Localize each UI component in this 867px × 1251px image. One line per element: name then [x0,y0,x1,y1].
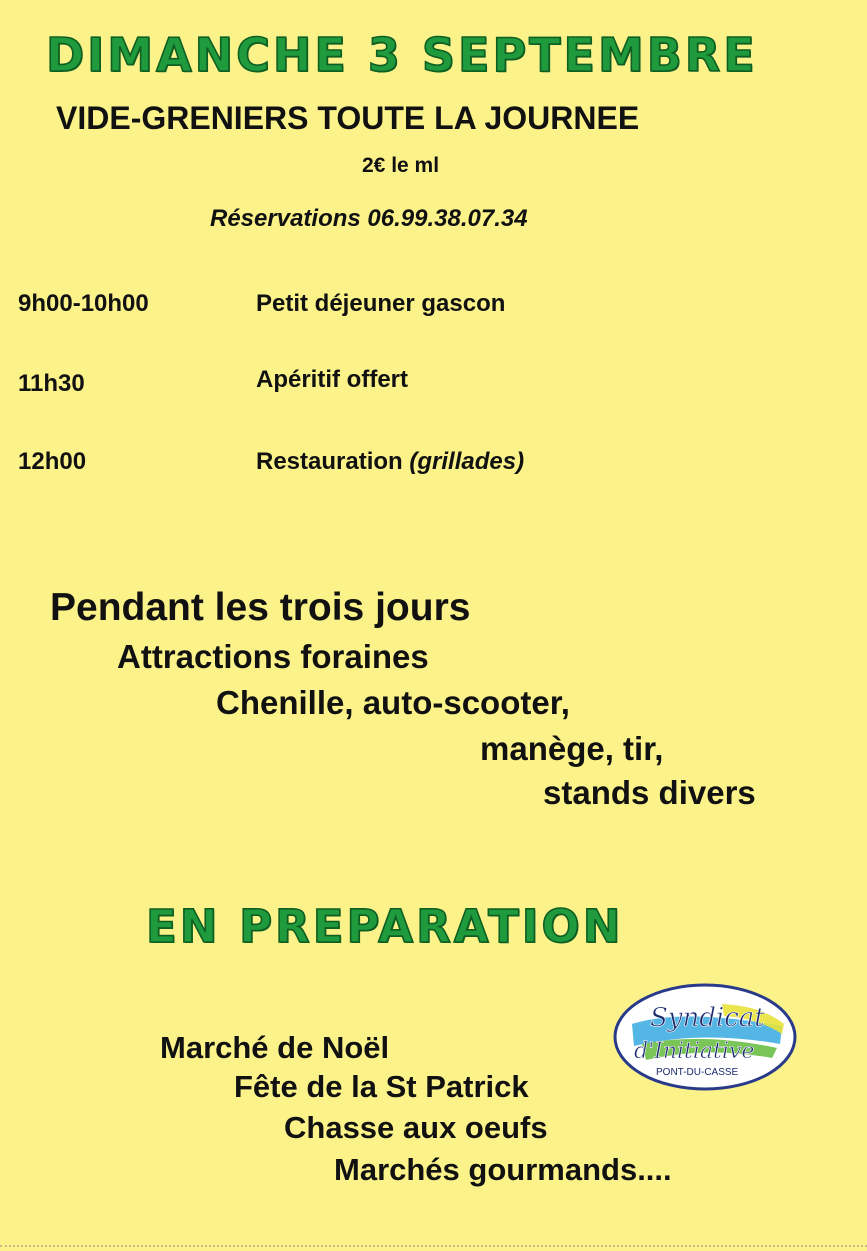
page-bottom-border [0,1245,867,1247]
logo-graphic [612,982,798,1092]
preparation-item-2: Fête de la St Patrick [234,1069,529,1104]
preparation-item-4: Marchés gourmands.... [334,1152,672,1187]
three-days-line-1: Attractions foraines [117,638,429,675]
preparation-item-1: Marché de Noël [160,1030,390,1065]
price-text: 2€ le ml [362,154,440,177]
three-days-line-2: Chenille, auto-scooter, [216,684,570,721]
preparation-title: EN PREPARATION [146,900,624,953]
schedule-time-1: 9h00-10h00 [18,290,149,317]
three-days-line-3: manège, tir, [480,730,664,767]
preparation-item-3: Chasse aux oeufs [284,1110,548,1145]
three-days-line-4: stands divers [543,774,756,811]
schedule-activity-3-note: (grillades) [409,448,525,475]
logo-text-initiative: d'Initiative [634,1039,755,1064]
reservations-text: Réservations 06.99.38.07.34 [210,205,528,232]
three-days-heading: Pendant les trois jours [50,586,471,629]
schedule-activity-3 [256,448,524,476]
schedule-activity-1: Petit déjeuner gascon [256,290,506,317]
schedule-time-3: 12h00 [18,448,87,475]
logo-text-town: PONT-DU-CASSE [656,1067,739,1078]
schedule-time-2: 11h30 [18,370,85,397]
schedule-activity-3-main: Restauration [256,448,410,475]
schedule-activity-2: Apéritif offert [256,366,408,393]
date-title: DIMANCHE 3 SEPTEMBRE [46,28,758,82]
syndicat-logo [612,982,798,1092]
event-title: VIDE-GRENIERS TOUTE LA JOURNEE [56,100,640,136]
logo-text-syndicat: Syndicat [650,1003,765,1033]
